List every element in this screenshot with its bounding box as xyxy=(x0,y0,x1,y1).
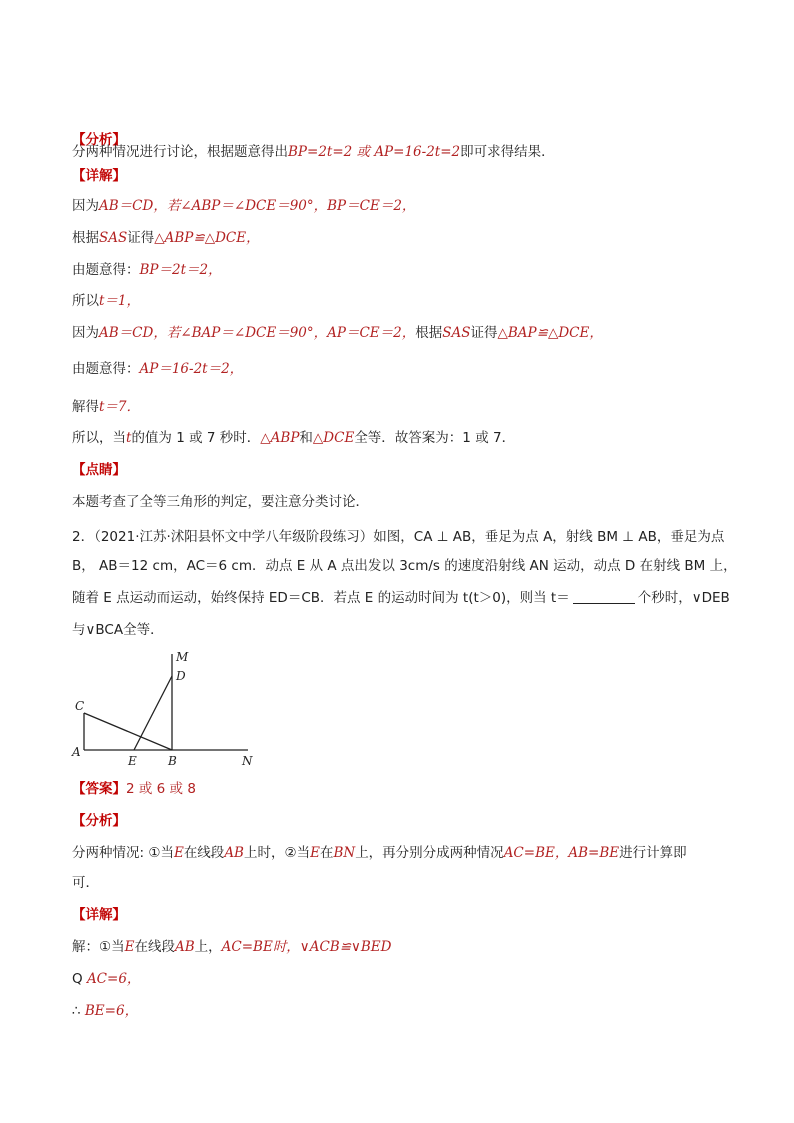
detail-line-6: 由题意得：AP＝16-2t＝2， xyxy=(72,361,244,377)
label-A: A xyxy=(72,745,81,759)
question-2-line-2: B， AB＝12 cm，AC＝6 cm．动点 E 从 A 点出发以 3cm/s 的速度沿射线 AN 运动，动点 D 在射线 BM 上， xyxy=(72,558,737,574)
label-E: E xyxy=(128,754,137,768)
comment-heading: 【点睛】 xyxy=(72,462,126,478)
detail-line-5: 因为AB＝CD，若∠BAP＝∠DCE＝90°，AP＝CE＝2，根据SAS证得△BAP≌△DCE， xyxy=(72,325,603,341)
label-M: M xyxy=(176,650,189,664)
analysis-2-line-2: 可． xyxy=(72,875,99,891)
detail-line-3: 由题意得：BP＝2t＝2， xyxy=(72,262,222,278)
detail-2-line-1: 解：①当E在线段AB上，AC=BE时，∨ACB≌∨BED xyxy=(72,939,392,955)
detail-2-line-2: Q AC=6， xyxy=(72,971,141,987)
question-2-line-1: 2．（2021·江苏·沭阳县怀文中学八年级阶段练习）如图，CA ⊥ AB，垂足为点 A，射线 BM ⊥ AB，垂足为点 xyxy=(72,529,725,545)
detail-line-7: 解得t＝7． xyxy=(72,399,141,415)
comment-text: 本题考查了全等三角形的判定，要注意分类讨论． xyxy=(72,494,369,510)
question-2-line-4: 与∨BCA全等． xyxy=(72,622,164,638)
answer-blank xyxy=(573,589,635,604)
detail-heading-2: 【详解】 xyxy=(72,907,126,923)
line-ED xyxy=(134,676,172,750)
analysis-text: 分两种情况进行讨论，根据题意得出BP=2t=2 或 AP=16-2t=2即可求得结果． xyxy=(72,144,555,160)
label-C: C xyxy=(75,699,85,713)
detail-line-4: 所以t＝1， xyxy=(72,293,141,309)
detail-line-1: 因为AB＝CD，若∠ABP＝∠DCE＝90°，BP＝CE＝2， xyxy=(72,198,416,214)
detail-2-line-3: ∴ BE=6， xyxy=(72,1003,139,1019)
line-CB xyxy=(84,713,172,750)
detail-heading: 【详解】 xyxy=(72,168,126,184)
label-B: B xyxy=(168,754,177,768)
label-N: N xyxy=(242,754,253,768)
geometry-figure xyxy=(66,646,266,771)
detail-line-2: 根据SAS证得△ABP≌△DCE， xyxy=(72,230,260,246)
analysis-heading-2: 【分析】 xyxy=(72,813,126,829)
analysis-2-line-1: 分两种情况: ①当E在线段AB上时，②当E在BN上，再分别分成两种情况AC=BE，AB=BE进行计算即 xyxy=(72,845,687,861)
detail-line-8: 所以，当t的值为 1 或 7 秒时．△ABP和△DCE全等．故答案为：1 或 7． xyxy=(72,430,516,446)
label-D: D xyxy=(176,669,186,683)
analysis-heading: 【分析】 xyxy=(72,132,126,148)
question-2-line-3: 随着 E 点运动而运动，始终保持 ED＝CB．若点 E 的运动时间为 t(t＞0)，则当 t＝ 个秒时，∨DEB xyxy=(72,590,730,606)
answer-line: 【答案】2 或 6 或 8 xyxy=(72,781,196,797)
